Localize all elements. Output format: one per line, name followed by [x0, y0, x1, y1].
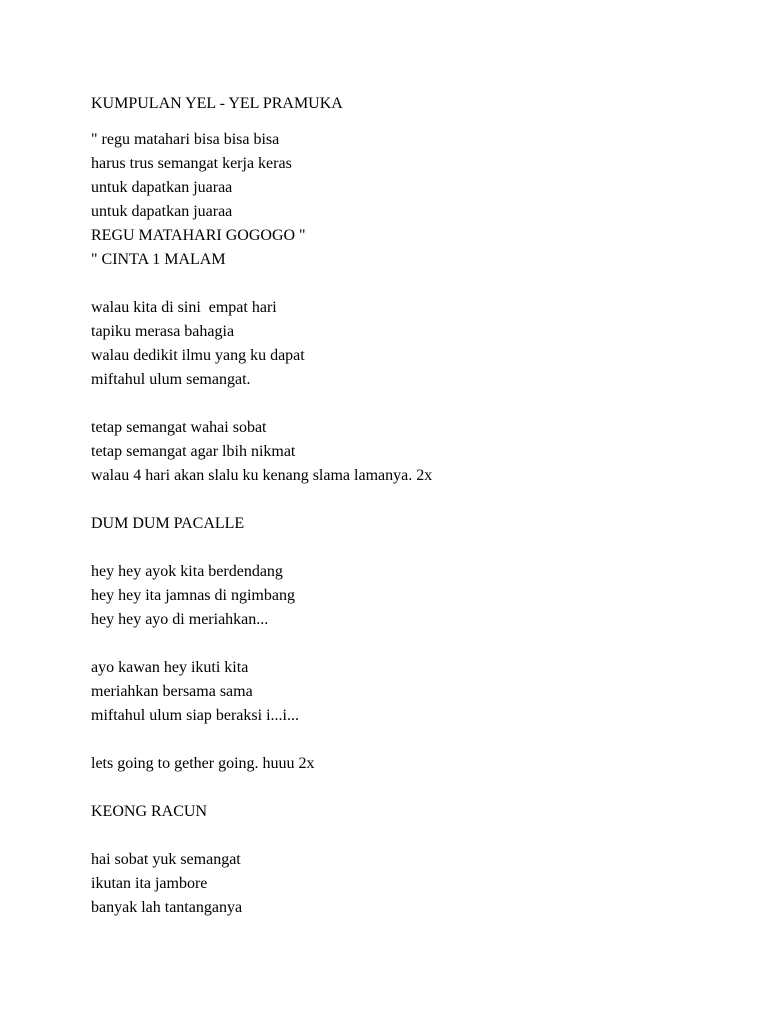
- text-line: ikutan ita jambore: [91, 875, 208, 892]
- document-body: [91, 92, 711, 920]
- blank-line: [91, 824, 711, 848]
- text-line: hey hey ita jamnas di ngimbang: [91, 587, 295, 604]
- lyrics-lines: [91, 128, 711, 920]
- text-line: ayo kawan hey ikuti kita: [91, 659, 249, 676]
- text-line: hai sobat yuk semangat: [91, 851, 241, 868]
- text-line: REGU MATAHARI GOGOGO ": [91, 227, 306, 244]
- text-line: hey hey ayok kita berdendang: [91, 563, 283, 580]
- text-line: untuk dapatkan juaraa: [91, 203, 233, 220]
- blank-line: [91, 392, 711, 416]
- blank-line: [91, 632, 711, 656]
- document-title: KUMPULAN YEL - YEL PRAMUKA: [91, 95, 343, 112]
- blank-line: [91, 536, 711, 560]
- text-line: tetap semangat agar lbih nikmat: [91, 443, 296, 460]
- text-line: tetap semangat wahai sobat: [91, 419, 267, 436]
- text-line: miftahul ulum semangat.: [91, 371, 251, 388]
- text-line: hey hey ayo di meriahkan...: [91, 611, 269, 628]
- blank-line: [91, 272, 711, 296]
- blank-line: [91, 728, 711, 752]
- text-line: miftahul ulum siap beraksi i...i...: [91, 707, 299, 724]
- text-line: banyak lah tantanganya: [91, 899, 243, 916]
- text-line: tapiku merasa bahagia: [91, 323, 235, 340]
- text-line: meriahkan bersama sama: [91, 683, 253, 700]
- blank-line: [91, 776, 711, 800]
- text-line: KEONG RACUN: [91, 803, 207, 820]
- text-line: DUM DUM PACALLE: [91, 515, 245, 532]
- blank-line: [91, 488, 711, 512]
- text-line: " regu matahari bisa bisa bisa: [91, 131, 280, 148]
- text-line: lets going to gether going. huuu 2x: [91, 755, 315, 772]
- text-line: harus trus semangat kerja keras: [91, 155, 292, 172]
- text-line: walau 4 hari akan slalu ku kenang slama lamanya. 2x: [91, 467, 433, 484]
- text-line: walau kita di sini empat hari: [91, 299, 277, 316]
- text-line: untuk dapatkan juaraa: [91, 179, 233, 196]
- text-line: " CINTA 1 MALAM: [91, 251, 226, 268]
- text-line: walau dedikit ilmu yang ku dapat: [91, 347, 305, 364]
